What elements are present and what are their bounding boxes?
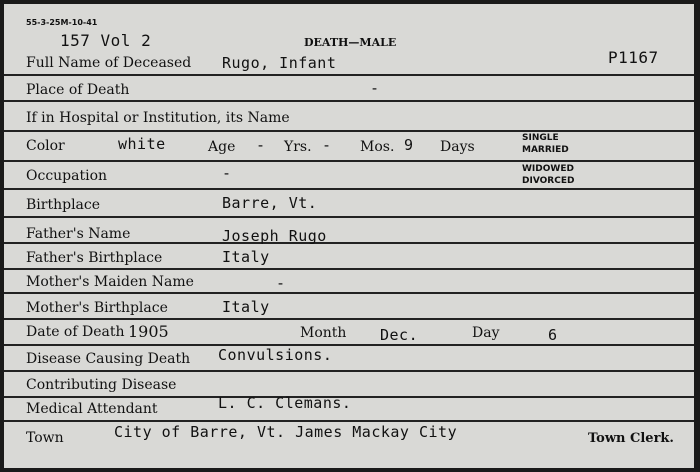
town-clerk-label: Town Clerk. <box>588 431 674 446</box>
occupation-value: - <box>222 164 232 182</box>
medical-attendant-value: L. C. Clemans. <box>218 394 352 412</box>
row-occupation <box>4 162 694 190</box>
contributing-disease-label: Contributing Disease <box>26 377 177 393</box>
card-title: DEATH—MALE <box>304 36 397 49</box>
death-year: 1905 <box>128 322 169 341</box>
disease-label: Disease Causing Death <box>26 351 191 367</box>
place-of-death-value: - <box>370 79 380 97</box>
age-years-value: - <box>256 136 266 154</box>
father-name-label: Father's Name <box>26 226 131 242</box>
birthplace-value: Barre, Vt. <box>222 194 318 212</box>
row-color-age <box>4 132 694 162</box>
volume-number: 157 Vol 2 <box>60 31 152 50</box>
color-value: white <box>118 135 166 153</box>
age-months-value: - <box>322 136 332 154</box>
death-month: Dec. <box>380 326 419 344</box>
day-label: Day <box>472 325 500 341</box>
age-label: Age <box>208 139 236 155</box>
mother-birthplace-label: Mother's Birthplace <box>26 300 168 316</box>
hospital-label: If in Hospital or Institution, its Name <box>26 110 290 126</box>
occupation-label: Occupation <box>26 168 108 184</box>
mother-maiden-value: - <box>276 274 286 292</box>
place-of-death-label: Place of Death <box>26 82 130 98</box>
birthplace-label: Birthplace <box>26 197 101 213</box>
mother-birthplace-value: Italy <box>222 298 270 316</box>
full-name-value: Rugo, Infant <box>222 54 337 72</box>
age-days-value: 9 <box>404 136 414 154</box>
months-label: Mos. <box>360 139 395 155</box>
death-day: 6 <box>548 326 558 344</box>
town-value: City of Barre, Vt. James Mackay City <box>114 423 458 441</box>
form-code: 55-3-25M-10-41 <box>26 18 98 27</box>
month-label: Month <box>300 325 347 341</box>
marital-married: MARRIED <box>522 145 569 155</box>
medical-attendant-label: Medical Attendant <box>26 401 158 417</box>
years-label: Yrs. <box>284 139 312 155</box>
color-label: Color <box>26 138 65 154</box>
town-label: Town <box>26 430 64 446</box>
row-birthplace <box>4 190 694 218</box>
full-name-label: Full Name of Deceased <box>26 55 192 71</box>
mother-maiden-label: Mother's Maiden Name <box>26 274 194 290</box>
date-of-death-label: Date of Death <box>26 324 125 340</box>
death-record-card <box>4 4 694 468</box>
days-label: Days <box>440 139 475 155</box>
marital-single: SINGLE <box>522 133 559 143</box>
father-birthplace-value: Italy <box>222 248 270 266</box>
father-name-value: Joseph Rugo <box>222 227 327 245</box>
father-birthplace-label: Father's Birthplace <box>26 250 163 266</box>
marital-divorced: DIVORCED <box>522 176 575 186</box>
disease-value: Convulsions. <box>218 346 333 364</box>
marital-widowed: WIDOWED <box>522 164 574 174</box>
record-id: P1167 <box>608 48 659 67</box>
